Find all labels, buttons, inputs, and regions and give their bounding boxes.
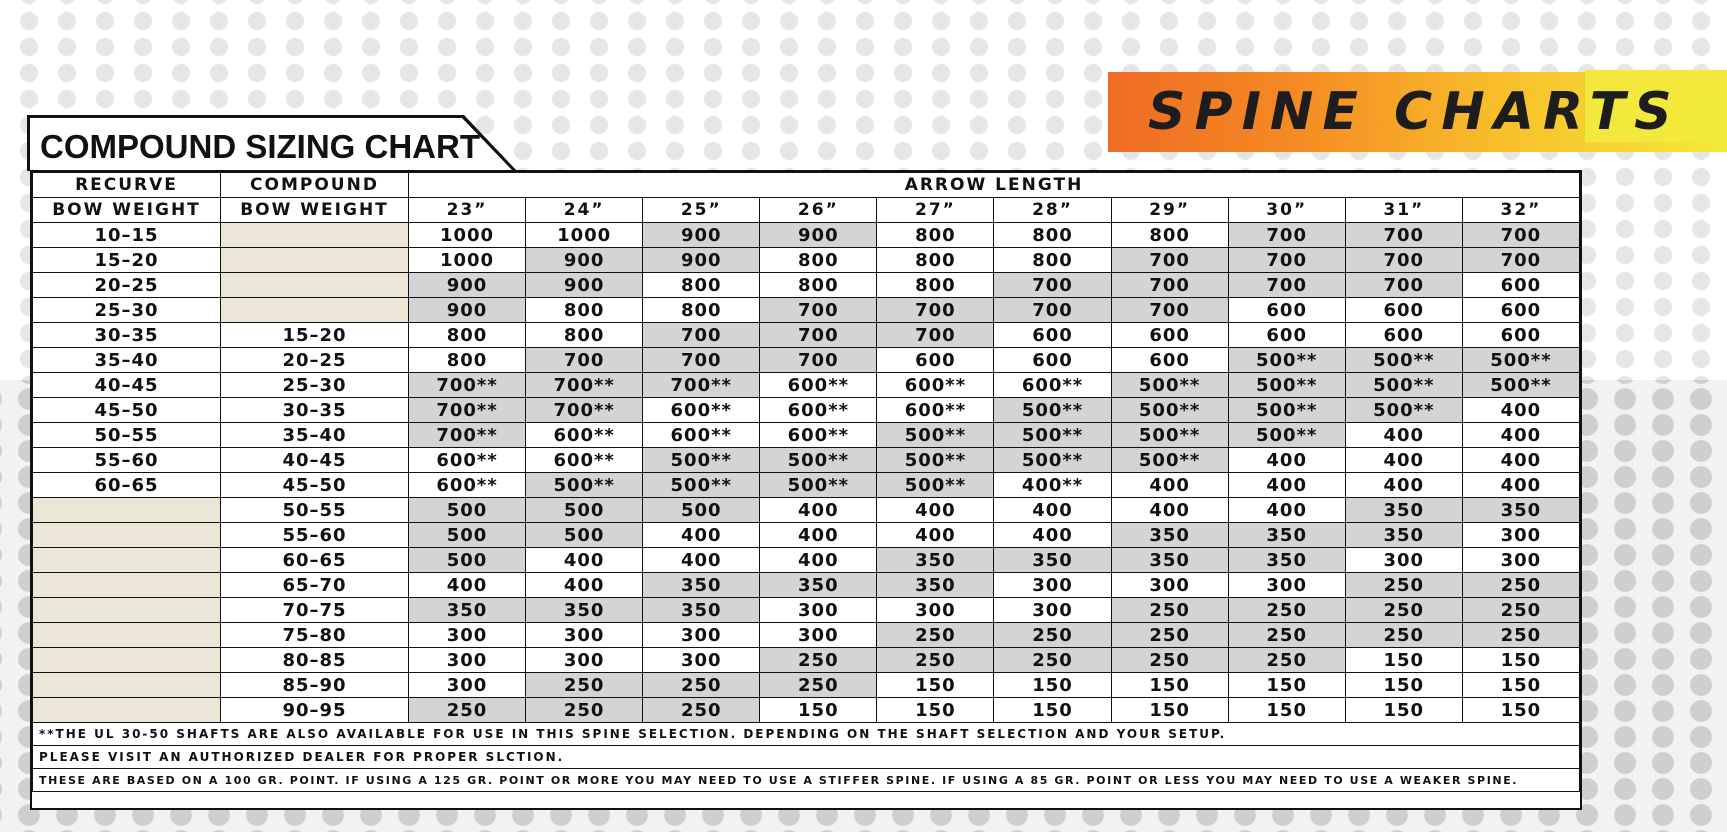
spine-value-cell: 250 [1345, 598, 1462, 623]
table-row [33, 623, 1580, 648]
table-row [33, 498, 1580, 523]
table-row [33, 448, 1580, 473]
spine-value-cell: 800 [1111, 223, 1228, 248]
recurve-weight-cell [33, 698, 221, 723]
spine-value-cell: 600 [1111, 323, 1228, 348]
table-row [33, 523, 1580, 548]
compound-weight-cell: 85–90 [221, 673, 409, 698]
spine-value-cell: 700 [1462, 223, 1579, 248]
spine-value-cell: 700 [643, 348, 760, 373]
table-row [33, 648, 1580, 673]
spine-value-cell: 600 [1228, 298, 1345, 323]
spine-value-cell: 300 [526, 623, 643, 648]
spine-value-cell: 300 [877, 598, 994, 623]
spine-value-cell: 900 [409, 298, 526, 323]
spine-value-cell: 250 [1228, 623, 1345, 648]
spine-value-cell: 600** [409, 448, 526, 473]
spine-value-cell: 400 [1462, 398, 1579, 423]
spine-value-cell: 700** [409, 373, 526, 398]
spine-value-cell: 900 [409, 273, 526, 298]
table-row [33, 273, 1580, 298]
compound-weight-cell [221, 223, 409, 248]
arrow-length-column-header: 26” [760, 198, 877, 223]
spine-value-cell: 300 [994, 573, 1111, 598]
spine-value-cell: 250 [1111, 648, 1228, 673]
spine-value-cell: 500** [994, 448, 1111, 473]
compound-weight-cell: 25–30 [221, 373, 409, 398]
spine-value-cell: 350 [760, 573, 877, 598]
spine-value-cell: 250 [877, 648, 994, 673]
spine-value-cell: 150 [1228, 698, 1345, 723]
spine-value-cell: 800 [760, 248, 877, 273]
spine-value-cell: 350 [1345, 523, 1462, 548]
spine-value-cell: 250 [760, 673, 877, 698]
spine-value-cell: 150 [1345, 673, 1462, 698]
spine-value-cell: 500 [526, 498, 643, 523]
spine-value-cell: 600 [1228, 323, 1345, 348]
arrow-length-column-header: 30” [1228, 198, 1345, 223]
spine-value-cell: 250 [1462, 623, 1579, 648]
spine-value-cell: 800 [409, 323, 526, 348]
spine-value-cell: 800 [526, 323, 643, 348]
spine-value-cell: 700 [1345, 248, 1462, 273]
spine-value-cell: 250 [1111, 623, 1228, 648]
spine-value-cell: 300 [409, 648, 526, 673]
spine-value-cell: 150 [1345, 648, 1462, 673]
compound-weight-cell: 20–25 [221, 348, 409, 373]
spine-value-cell: 150 [994, 673, 1111, 698]
arrow-length-column-header: 25” [643, 198, 760, 223]
recurve-weight-cell: 40–45 [33, 373, 221, 398]
compound-weight-cell: 55–60 [221, 523, 409, 548]
spine-value-cell: 400 [1345, 473, 1462, 498]
chart-title: COMPOUND SIZING CHART [40, 128, 480, 165]
spine-value-cell: 150 [1111, 673, 1228, 698]
spine-value-cell: 400 [1228, 498, 1345, 523]
spine-value-cell: 400 [526, 573, 643, 598]
spine-value-cell: 500** [994, 423, 1111, 448]
spine-value-cell: 700 [994, 298, 1111, 323]
spine-value-cell: 400 [526, 548, 643, 573]
spine-value-cell: 700 [643, 323, 760, 348]
spine-value-cell: 350 [1462, 498, 1579, 523]
spine-value-cell: 150 [1462, 673, 1579, 698]
spine-value-cell: 500 [643, 498, 760, 523]
table-row [33, 423, 1580, 448]
compound-weight-cell: 15–20 [221, 323, 409, 348]
spine-value-cell: 250 [1228, 648, 1345, 673]
spine-value-cell: 300 [1345, 548, 1462, 573]
spine-value-cell: 400 [643, 548, 760, 573]
spine-value-cell: 600** [526, 448, 643, 473]
spine-value-cell: 250 [1462, 598, 1579, 623]
table-row [33, 223, 1580, 248]
spine-value-cell: 400 [877, 523, 994, 548]
arrow-length-column-header: 27” [877, 198, 994, 223]
spine-value-cell: 600** [643, 423, 760, 448]
spine-value-cell: 400 [760, 548, 877, 573]
table-row [33, 298, 1580, 323]
arrow-length-column-header: 32” [1462, 198, 1579, 223]
spine-value-cell: 500** [1111, 398, 1228, 423]
footnote-text: PLEASE VISIT AN AUTHORIZED DEALER FOR PROPER SLCTION. [33, 746, 1580, 769]
spine-value-cell: 400 [1462, 423, 1579, 448]
spine-value-cell: 150 [994, 698, 1111, 723]
spine-value-cell: 600** [877, 373, 994, 398]
recurve-weight-cell: 50–55 [33, 423, 221, 448]
recurve-weight-cell: 20–25 [33, 273, 221, 298]
spine-value-cell: 500 [526, 523, 643, 548]
spine-value-cell: 1000 [526, 223, 643, 248]
spine-value-cell: 800 [994, 248, 1111, 273]
spine-value-cell: 600** [994, 373, 1111, 398]
spine-value-cell: 350 [1345, 498, 1462, 523]
spine-value-cell: 800 [760, 273, 877, 298]
spine-value-cell: 600** [760, 373, 877, 398]
compound-weight-cell: 30–35 [221, 398, 409, 423]
footnote-row [33, 746, 1580, 769]
spine-value-cell: 250 [1111, 598, 1228, 623]
spine-value-cell: 500** [760, 448, 877, 473]
spine-value-cell: 350 [877, 548, 994, 573]
spine-value-cell: 350 [1228, 548, 1345, 573]
spine-value-cell: 500** [877, 448, 994, 473]
spine-value-cell: 500** [1228, 373, 1345, 398]
compound-weight-cell [221, 298, 409, 323]
spine-value-cell: 400 [760, 523, 877, 548]
spine-value-cell: 600 [1462, 273, 1579, 298]
spine-value-cell: 250 [994, 648, 1111, 673]
recurve-weight-cell [33, 623, 221, 648]
spine-value-cell: 350 [526, 598, 643, 623]
spine-value-cell: 150 [760, 698, 877, 723]
spine-value-cell: 400 [643, 523, 760, 548]
spine-value-cell: 500** [1462, 348, 1579, 373]
spine-value-cell: 500** [1111, 423, 1228, 448]
spine-value-cell: 400 [877, 498, 994, 523]
spine-value-cell: 300 [760, 623, 877, 648]
arrow-length-column-header: 24” [526, 198, 643, 223]
recurve-weight-cell: 30–35 [33, 323, 221, 348]
spine-value-cell: 300 [1462, 548, 1579, 573]
spine-value-cell: 700** [409, 423, 526, 448]
spine-value-cell: 500 [409, 523, 526, 548]
spine-value-cell: 500** [1228, 348, 1345, 373]
spine-value-cell: 300 [1462, 523, 1579, 548]
spine-value-cell: 250 [1462, 573, 1579, 598]
spine-value-cell: 350 [994, 548, 1111, 573]
recurve-weight-cell [33, 598, 221, 623]
header-row-1 [33, 173, 1580, 198]
spine-value-cell: 800 [643, 298, 760, 323]
arrow-length-column-header: 23” [409, 198, 526, 223]
spine-value-cell: 600 [994, 348, 1111, 373]
spine-value-cell: 800 [643, 273, 760, 298]
recurve-weight-cell [33, 673, 221, 698]
arrow-length-column-header: 28” [994, 198, 1111, 223]
compound-weight-cell: 60–65 [221, 548, 409, 573]
recurve-header: RECURVE [33, 173, 221, 198]
spine-value-cell: 500** [643, 473, 760, 498]
recurve-weight-cell: 60–65 [33, 473, 221, 498]
recurve-weight-cell: 25–30 [33, 298, 221, 323]
recurve-weight-cell: 10–15 [33, 223, 221, 248]
spine-value-cell: 700 [877, 323, 994, 348]
spine-value-cell: 150 [1345, 698, 1462, 723]
spine-value-cell: 500 [409, 548, 526, 573]
spine-value-cell: 700 [760, 323, 877, 348]
spine-value-cell: 800 [409, 348, 526, 373]
spine-value-cell: 700 [1345, 223, 1462, 248]
compound-header: COMPOUND [221, 173, 409, 198]
compound-weight-cell: 70–75 [221, 598, 409, 623]
spine-value-cell: 250 [526, 698, 643, 723]
spine-value-cell: 700** [409, 398, 526, 423]
arrow-length-column-header: 29” [1111, 198, 1228, 223]
arrow-length-header: ARROW LENGTH [409, 173, 1580, 198]
table-row [33, 573, 1580, 598]
compound-weight-cell: 80–85 [221, 648, 409, 673]
spine-value-cell: 700 [1228, 273, 1345, 298]
table-row [33, 548, 1580, 573]
compound-weight-cell: 45–50 [221, 473, 409, 498]
spine-value-cell: 900 [760, 223, 877, 248]
recurve-weight-cell: 15–20 [33, 248, 221, 273]
spine-value-cell: 150 [1462, 698, 1579, 723]
spine-value-cell: 400 [1228, 473, 1345, 498]
spine-value-cell: 150 [877, 698, 994, 723]
spine-value-cell: 900 [643, 223, 760, 248]
spine-value-cell: 400 [994, 498, 1111, 523]
spine-value-cell: 700** [526, 373, 643, 398]
footnote-text: **THE UL 30-50 SHAFTS ARE ALSO AVAILABLE FOR USE IN THIS SPINE SELECTION. DEPENDING ON THE SHAFT SELECTION AND YOUR SETUP. [33, 723, 1580, 746]
spine-value-cell: 350 [877, 573, 994, 598]
spine-value-cell: 350 [643, 573, 760, 598]
spine-value-cell: 700 [1345, 273, 1462, 298]
spine-value-cell: 600 [1345, 323, 1462, 348]
spine-value-cell: 250 [409, 698, 526, 723]
spine-value-cell: 150 [1228, 673, 1345, 698]
spine-value-cell: 400 [409, 573, 526, 598]
spine-value-cell: 600 [994, 323, 1111, 348]
spine-value-cell: 600 [1462, 323, 1579, 348]
spine-value-cell: 700 [1462, 248, 1579, 273]
recurve-weight-cell [33, 573, 221, 598]
compound-bow-weight-header: BOW WEIGHT [221, 198, 409, 223]
spine-value-cell: 700 [760, 298, 877, 323]
spine-value-cell: 350 [1111, 548, 1228, 573]
header-row-2 [33, 198, 1580, 223]
banner-title: SPINE CHARTS [1148, 82, 1681, 142]
spine-value-cell: 700** [526, 398, 643, 423]
table-row [33, 398, 1580, 423]
recurve-weight-cell: 45–50 [33, 398, 221, 423]
spine-value-cell: 700 [1111, 273, 1228, 298]
spine-value-cell: 400 [1228, 448, 1345, 473]
footnote-row [33, 723, 1580, 746]
spine-value-cell: 400 [994, 523, 1111, 548]
spine-value-cell: 600** [877, 398, 994, 423]
recurve-weight-cell: 35–40 [33, 348, 221, 373]
spine-value-cell: 500** [1462, 373, 1579, 398]
spine-value-cell: 700 [1111, 298, 1228, 323]
spine-value-cell: 800 [994, 223, 1111, 248]
table-row [33, 373, 1580, 398]
spine-value-cell: 700 [877, 298, 994, 323]
compound-weight-cell: 40–45 [221, 448, 409, 473]
spine-value-cell: 350 [409, 598, 526, 623]
spine-value-cell: 350 [1228, 523, 1345, 548]
spine-value-cell: 500** [643, 448, 760, 473]
footnote-text: THESE ARE BASED ON A 100 GR. POINT. IF USING A 125 GR. POINT OR MORE YOU MAY NEED TO USE A STIFFER SPINE. IF USING A 85 GR. POINT OR LESS YOU MAY NEED TO USE A WEAKER SPINE. [33, 769, 1580, 792]
spine-value-cell: 400 [1462, 473, 1579, 498]
compound-weight-cell: 50–55 [221, 498, 409, 523]
spine-value-cell: 300 [409, 673, 526, 698]
recurve-bow-weight-header: BOW WEIGHT [33, 198, 221, 223]
compound-weight-cell: 35–40 [221, 423, 409, 448]
spine-value-cell: 600** [526, 423, 643, 448]
recurve-weight-cell [33, 548, 221, 573]
spine-value-cell: 400 [1111, 498, 1228, 523]
compound-weight-cell [221, 273, 409, 298]
spine-value-cell: 300 [994, 598, 1111, 623]
spine-value-cell: 700 [1111, 248, 1228, 273]
compound-weight-cell [221, 248, 409, 273]
spine-value-cell: 500** [1228, 423, 1345, 448]
arrow-length-column-header: 31” [1345, 198, 1462, 223]
spine-value-cell: 600** [643, 398, 760, 423]
spine-value-cell: 700 [526, 348, 643, 373]
table-row [33, 323, 1580, 348]
spine-value-cell: 800 [526, 298, 643, 323]
spine-value-cell: 400 [1345, 448, 1462, 473]
spine-value-cell: 900 [526, 273, 643, 298]
table-row [33, 348, 1580, 373]
spine-value-cell: 300 [526, 648, 643, 673]
table-row [33, 698, 1580, 723]
spine-value-cell: 600 [1462, 298, 1579, 323]
spine-value-cell: 500** [1228, 398, 1345, 423]
spine-value-cell: 400** [994, 473, 1111, 498]
sizing-table-container [30, 170, 1582, 810]
compound-weight-cell: 65–70 [221, 573, 409, 598]
table-row [33, 598, 1580, 623]
spine-value-cell: 250 [760, 648, 877, 673]
spine-value-cell: 500** [877, 473, 994, 498]
spine-value-cell: 300 [1111, 573, 1228, 598]
spine-value-cell: 700 [1228, 223, 1345, 248]
spine-value-cell: 700 [1228, 248, 1345, 273]
spine-value-cell: 150 [1111, 698, 1228, 723]
spine-value-cell: 250 [643, 698, 760, 723]
spine-value-cell: 150 [877, 673, 994, 698]
table-row [33, 248, 1580, 273]
spine-value-cell: 350 [643, 598, 760, 623]
spine-value-cell: 500** [1345, 373, 1462, 398]
spine-value-cell: 800 [877, 273, 994, 298]
spine-value-cell: 400 [760, 498, 877, 523]
spine-value-cell: 250 [877, 623, 994, 648]
compound-weight-cell: 90–95 [221, 698, 409, 723]
spine-value-cell: 700 [994, 273, 1111, 298]
spine-value-cell: 1000 [409, 223, 526, 248]
spine-value-cell: 400 [1345, 423, 1462, 448]
spine-value-cell: 700 [760, 348, 877, 373]
spine-value-cell: 600** [760, 398, 877, 423]
spine-value-cell: 600 [1345, 298, 1462, 323]
spine-value-cell: 800 [877, 223, 994, 248]
spine-value-cell: 250 [1345, 623, 1462, 648]
compound-weight-cell: 75–80 [221, 623, 409, 648]
spine-value-cell: 600** [409, 473, 526, 498]
spine-value-cell: 250 [1345, 573, 1462, 598]
recurve-weight-cell: 55–60 [33, 448, 221, 473]
spine-value-cell: 500** [994, 398, 1111, 423]
spine-value-cell: 500 [409, 498, 526, 523]
footnote-row [33, 769, 1580, 792]
spine-value-cell: 350 [1111, 523, 1228, 548]
recurve-weight-cell [33, 498, 221, 523]
spine-value-cell: 250 [994, 623, 1111, 648]
spine-value-cell: 900 [526, 248, 643, 273]
table-row [33, 473, 1580, 498]
spine-value-cell: 800 [877, 248, 994, 273]
spine-value-cell: 600 [877, 348, 994, 373]
spine-value-cell: 500** [760, 473, 877, 498]
spine-value-cell: 250 [643, 673, 760, 698]
spine-value-cell: 300 [409, 623, 526, 648]
spine-value-cell: 600** [760, 423, 877, 448]
spine-value-cell: 400 [1111, 473, 1228, 498]
spine-value-cell: 700** [643, 373, 760, 398]
sizing-table [32, 172, 1580, 792]
spine-value-cell: 500** [877, 423, 994, 448]
spine-value-cell: 300 [760, 598, 877, 623]
spine-value-cell: 250 [526, 673, 643, 698]
recurve-weight-cell [33, 523, 221, 548]
spine-value-cell: 300 [643, 648, 760, 673]
spine-value-cell: 500** [1345, 398, 1462, 423]
spine-value-cell: 300 [643, 623, 760, 648]
spine-value-cell: 1000 [409, 248, 526, 273]
spine-value-cell: 150 [1462, 648, 1579, 673]
spine-value-cell: 500** [1111, 448, 1228, 473]
spine-value-cell: 500** [526, 473, 643, 498]
spine-value-cell: 600 [1111, 348, 1228, 373]
recurve-weight-cell [33, 648, 221, 673]
spine-value-cell: 300 [1228, 573, 1345, 598]
table-row [33, 673, 1580, 698]
spine-value-cell: 900 [643, 248, 760, 273]
spine-value-cell: 500** [1111, 373, 1228, 398]
spine-value-cell: 500** [1345, 348, 1462, 373]
spine-value-cell: 400 [1462, 448, 1579, 473]
spine-value-cell: 250 [1228, 598, 1345, 623]
